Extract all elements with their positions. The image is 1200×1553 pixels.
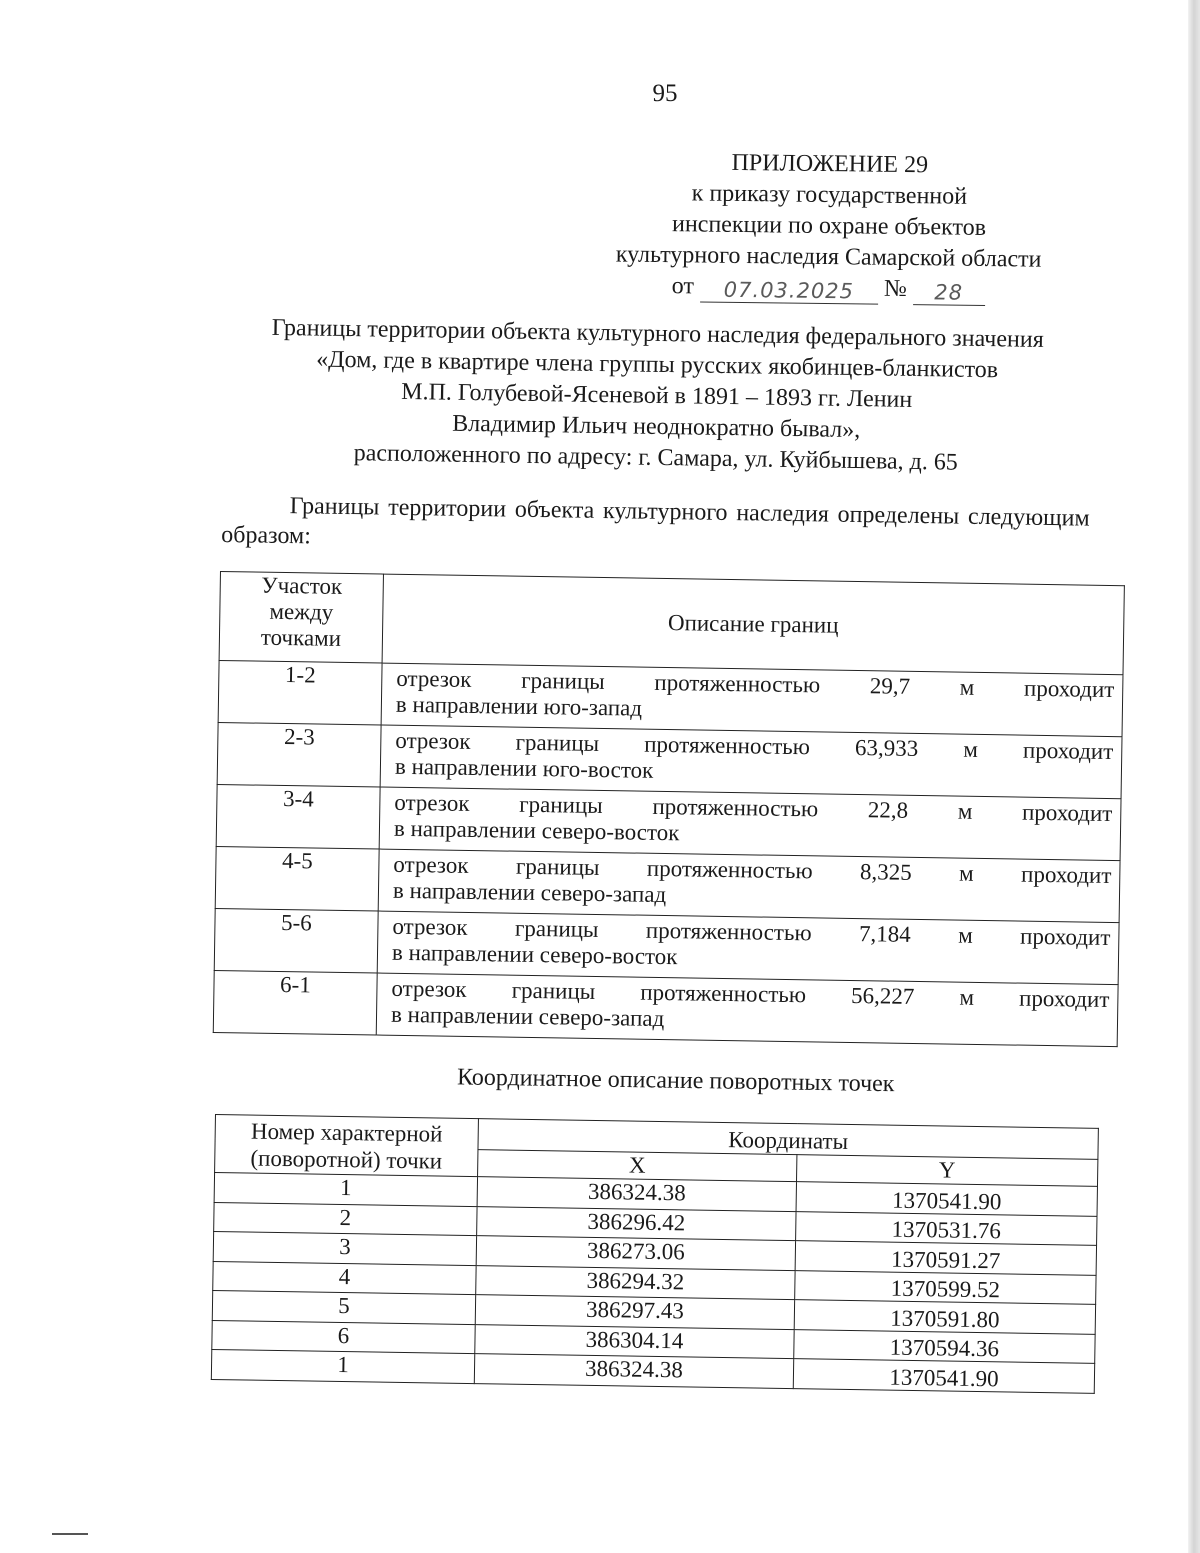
segment-cell: 2-3 — [217, 722, 381, 787]
description-word: 56,227 — [850, 982, 915, 1009]
description-word: 29,7 — [869, 673, 911, 699]
description-word: границы — [514, 915, 599, 942]
from-label: от — [671, 273, 695, 300]
description-cell — [376, 973, 1118, 1047]
segment-cell: 4-5 — [215, 846, 379, 911]
direction-line: в направлении северо-восток — [391, 939, 678, 970]
y-cell: 1370541.90 — [796, 1182, 1097, 1216]
description-word: границы — [515, 853, 600, 880]
description-word: 22,8 — [867, 797, 909, 823]
order-date-handwritten: 07.03.2025 — [700, 277, 878, 304]
description-word: м — [958, 860, 974, 886]
title-line: Границы территории объекта культурного наследия федерального значения — [271, 314, 1044, 353]
document-title — [216, 312, 1098, 481]
x-cell: 386324.38 — [474, 1354, 793, 1389]
appendix-line: культурного наследия Самарской области — [615, 241, 1042, 273]
description-word: границы — [511, 977, 596, 1004]
order-date-line — [578, 270, 1078, 307]
y-cell: 1370531.76 — [796, 1211, 1097, 1245]
description-word: отрезок — [391, 975, 467, 1002]
header-segment-line: между — [269, 598, 334, 625]
description-word: протяженностью — [640, 979, 807, 1008]
description-cell — [377, 911, 1119, 985]
title-line: М.П. Голубевой-Ясеневой в 1891 – 1893 гг. Ленин — [401, 378, 913, 413]
description-word: проходит — [1020, 861, 1112, 889]
table-row — [213, 970, 1118, 1046]
page-number: 95 — [652, 80, 678, 107]
description-word: протяженностью — [652, 793, 819, 822]
description-word: м — [958, 922, 973, 948]
description-word: отрезок — [394, 789, 470, 816]
x-cell: 386296.42 — [477, 1206, 796, 1241]
description-word: м — [957, 798, 973, 824]
header-segment-line: Участок — [261, 572, 343, 599]
description-cell — [381, 663, 1123, 737]
appendix-line: инспекции по охране объектов — [671, 211, 987, 241]
title-line: расположенного по адресу: г. Самара, ул. Куйбышева, д. 65 — [353, 440, 959, 476]
point-cell: 2 — [214, 1202, 477, 1236]
segment-cell: 1-2 — [218, 660, 382, 725]
appendix-block — [578, 146, 1080, 307]
number-label: № — [883, 275, 907, 303]
header-coordinates: Координаты — [478, 1119, 1098, 1160]
description-word: протяженностью — [644, 731, 811, 760]
description-word: 8,325 — [859, 859, 912, 885]
segment-cell: 6-1 — [213, 970, 377, 1035]
description-word: 7,184 — [858, 921, 911, 947]
header-x: X — [478, 1150, 797, 1182]
header-segment — [219, 572, 383, 664]
description-word: протяженностью — [645, 917, 812, 946]
direction-line: в направлении северо-запад — [390, 1001, 665, 1032]
y-cell: 1370594.36 — [794, 1329, 1095, 1363]
title-line: Владимир Ильич неоднократно бывал», — [452, 410, 861, 444]
intro-paragraph: Границы территории объекта культурного наследия определены следующим образом: — [221, 493, 1090, 550]
segment-cell: 5-6 — [214, 908, 378, 973]
point-cell: 3 — [213, 1231, 476, 1265]
x-cell: 386297.43 — [475, 1295, 794, 1330]
description-cell — [380, 725, 1122, 799]
point-cell: 6 — [212, 1320, 475, 1354]
table-header-row — [219, 572, 1124, 675]
scan-edge-shadow — [1188, 0, 1200, 1553]
description-word: проходит — [1019, 923, 1111, 951]
header-point-line: Номер характерной — [250, 1118, 443, 1147]
description-word: м — [959, 674, 975, 700]
description-word: границы — [515, 729, 600, 756]
direction-line: в направлении северо-запад — [392, 877, 667, 908]
description-word: м — [959, 984, 975, 1010]
y-cell: 1370541.90 — [793, 1359, 1094, 1393]
x-cell: 386324.38 — [477, 1177, 796, 1212]
description-word: границы — [519, 791, 603, 819]
y-cell: 1370599.52 — [795, 1270, 1096, 1304]
description-word: 63,933 — [854, 734, 919, 761]
coordinates-table — [211, 1114, 1099, 1393]
description-cell — [379, 787, 1121, 861]
description-word: проходит — [1021, 799, 1113, 827]
description-word: м — [963, 736, 979, 762]
x-cell: 386273.06 — [476, 1236, 795, 1271]
header-point-line: (поворотной) точки — [250, 1145, 443, 1174]
direction-line: в направлении северо-восток — [393, 815, 680, 846]
description-word: отрезок — [396, 665, 472, 692]
margin-mark — [52, 1533, 88, 1535]
point-cell: 5 — [212, 1290, 475, 1324]
point-cell: 1 — [214, 1173, 477, 1207]
header-point-number — [215, 1115, 479, 1177]
description-cell — [378, 849, 1120, 923]
direction-line: в направлении юго-восток — [394, 753, 654, 783]
appendix-line: к приказу государственной — [691, 180, 968, 210]
description-word: отрезок — [393, 851, 469, 878]
description-word: проходит — [1023, 675, 1115, 703]
segment-cell: 3-4 — [216, 784, 380, 849]
point-cell: 1 — [211, 1349, 474, 1383]
description-word: протяженностью — [654, 669, 821, 698]
x-cell: 386304.14 — [475, 1324, 794, 1359]
point-cell: 4 — [213, 1261, 476, 1295]
direction-line: в направлении юго-запад — [395, 691, 643, 721]
order-number-handwritten: 28 — [913, 280, 985, 306]
header-segment-line: точками — [260, 624, 342, 651]
description-word: протяженностью — [646, 855, 813, 884]
x-cell: 386294.32 — [476, 1265, 795, 1300]
description-word: отрезок — [392, 913, 468, 940]
description-word: границы — [520, 667, 605, 695]
coordinates-title: Координатное описание поворотных точек — [456, 1064, 895, 1098]
appendix-title: ПРИЛОЖЕНИЕ 29 — [731, 149, 929, 179]
boundaries-table — [213, 571, 1125, 1047]
description-word: проходит — [1022, 737, 1114, 765]
description-word: отрезок — [395, 727, 471, 754]
header-description: Описание границ — [382, 574, 1124, 675]
y-cell: 1370591.27 — [795, 1241, 1096, 1275]
description-word: проходит — [1018, 985, 1110, 1013]
title-line: «Дом, где в квартире члена группы русских якобинцев-бланкистов — [316, 346, 999, 384]
y-cell: 1370591.80 — [794, 1300, 1095, 1334]
header-y: Y — [797, 1155, 1098, 1187]
